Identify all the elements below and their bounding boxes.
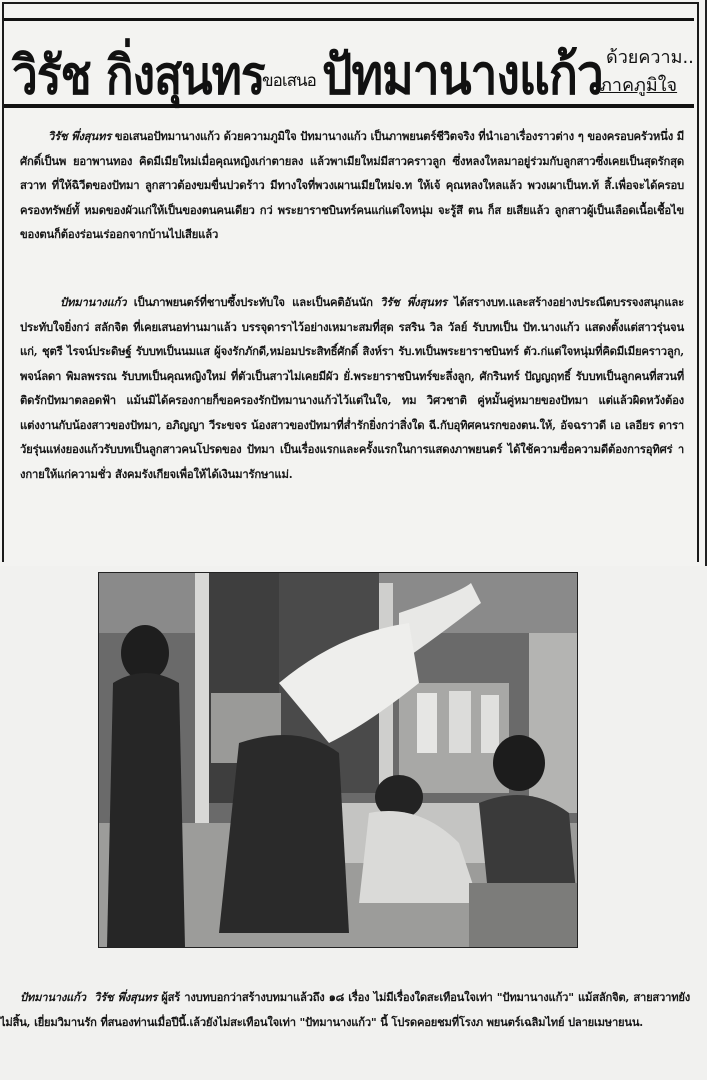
caption-text: ผู้สร้ างบทบอกว่าสร้างบทมาแล้วถึง ๑๘ เรื่อง ไม่มีเรื่องใดสะเทือนใจเท่า "ปัทมานางแก้ว" แม้สลักจิต, สายสวาทยังไม่สิ้น, เยี่ยมวิมานรัก ที่สนองท่านเมื่อปีนี้.เล้วยังไม่สะเทือนใจเท่า "ปัทมานางแก้ว" นี้ โปรดคอยชมที่โรงภ พยนตร์เฉลิมไทย์ ปลายเมษายนน. <box>0 990 691 1029</box>
headline-tag-line2: ภาคภูมิใจ <box>600 75 678 96</box>
paragraph-2-text-a: เป็นภาพยนตร์ที่ชาบซึ้งประทับใจ และเป็นคติอันนัก <box>126 295 381 309</box>
headline-film-title: ปัทมานางแก้ว <box>322 42 603 108</box>
film-still-illustration <box>99 573 577 947</box>
paragraph-2-text-b: ได้สรางบท.และสร้างอย่างประณีตบรรจงสนุกและประทับใจยิ่งกว่ สลักจิต ที่เคยเสนอท่านมาแล้ว บรรจุดาราไว้อย่างเหมาะสมที่สุด รสริน วิล วัลย์ รับบทเป็น ปัท.นางแก้ว แสดงตั้งแต่สาวรุ่นจนแก่, ชุตรี ไรจน์ประดิษฐ์ รับบทเป็นนมแส ผู้จงรักภักดี,หม่อมประสิทธิ์ศักดิ์ สิงห์รา รับ.ทเป็นพระยาราชบินทร์ ตัว.ก่แต่ใจหนุ่มที่คิดมีเมียคราวลูก, พจน์ลดา พิมลพรรณ รับบทเป็นคุณหญิงใหม่ ที่ตัวเป็นสาวไม่เคยมีผัว ยั่.พระยาราชบินทร์ขะลึ่งลูก, ศักรินทร์ ปัญญฤทธิ์ รับบทเป็นลูกคนที่สวนที่ติดรักปัทมาตลอดฟ้า แม้นมิได้ครองกายก็ขอครองรักปัทมานางแก้วไว้แต่ในใจ, ทม วิศวชาติ คู่หมั้นคู่หมายของปัทมา แต่แล้วผิดหวังต้องแต่งงานกับน้องสาวของปัทมา, อภิญญา วีระขจร น้องสาวของปัทมาที่ส่ำรักยิ่งกว่าสิ่งใด ฉี.กับอุทิศคนรกของตน.ให้, อัจฉราวดี เอ เลอียร ดาราวัยรุ่นแห่งยองแก้วรับบทเป็นลูกสาวคนโปรดของ ปัทมา เป็นเรื่องแรกและครั้งแรกในการแสดงภาพยนตร์ ได้ใช้ความซื่อความดีต้องการอุทิศร่ างกายให้แก่ความชั่ว สังคมรังเกียจเพื่อให้ได้เงินมารักษาแม่. <box>20 295 684 481</box>
paragraph-1-text: ขอเสนอปัทมานางแก้ว ด้วยความภูมิใจ ปัทมานางแก้ว เป็นภาพยนตร์ชีวิตจริง ที่นำเอาเรื่องราวต่าง ๆ ของครอบครัวหนึ่ง มีศักดิ์เป็นพ ยอาพานทอง คิดมีเมียใหม่เมื่อคุณหญิงเก่าตายลง แล้วพาเมียใหม่มีสาวคราวลูก ซึ่งหลงใหลมาอยู่ร่วมกับลูกสาวซึ่งเคยเป็นสุดรักสุดสวาท ที่ให้ฉิวีตของปัทมา ลูกสาวต้องขมขื่นปวดร้าว มีทางใจที่พวงเผานเมียใหม่จ.ท ให้เจ้ คุณหลงใหลแล้ว พวงเผาเป็นท.ท้ สิ้.เพื่อจะได้ครอบครองทรัพย์ทั้ หมดของผัวแก่ให้เป็นของตนคนเดียว กว่ พระยาราชบินทร์คนแก่แต่ใจหนุ่ม จะรู้สึ ตน ก็ส ยเสียแล้ว ลูกสาวผู้เป็นเลือดเนื้อเชื้อไขของตนก็ต้องร่อนเร่ออกจากบ้านไปเสียแล้ว <box>20 129 685 241</box>
paragraph-1-writer: วิรัช พึ่งสุนทร <box>48 129 112 143</box>
film-still-photo <box>98 572 578 948</box>
paragraph-2-writer: วิรัช พึ่งสุนทร <box>380 295 447 309</box>
headline-name: วิรัช กิ่งสุนทร <box>12 43 265 106</box>
headline-tag-line1: ด้วยความ.. <box>606 47 694 68</box>
headline-banner <box>4 18 694 108</box>
article-paragraph-1 <box>20 124 684 247</box>
paragraph-2-film-title: ปัทมานางแก้ว <box>60 295 127 309</box>
photo-caption <box>0 985 690 1035</box>
article-paragraph-2 <box>20 290 684 486</box>
caption-writer: วิรัช พึ่งสุนทร <box>94 990 158 1004</box>
headline-verb: ขอเสนอ <box>262 71 316 91</box>
caption-film-title: ปัทมานางแก้ว <box>20 990 86 1004</box>
